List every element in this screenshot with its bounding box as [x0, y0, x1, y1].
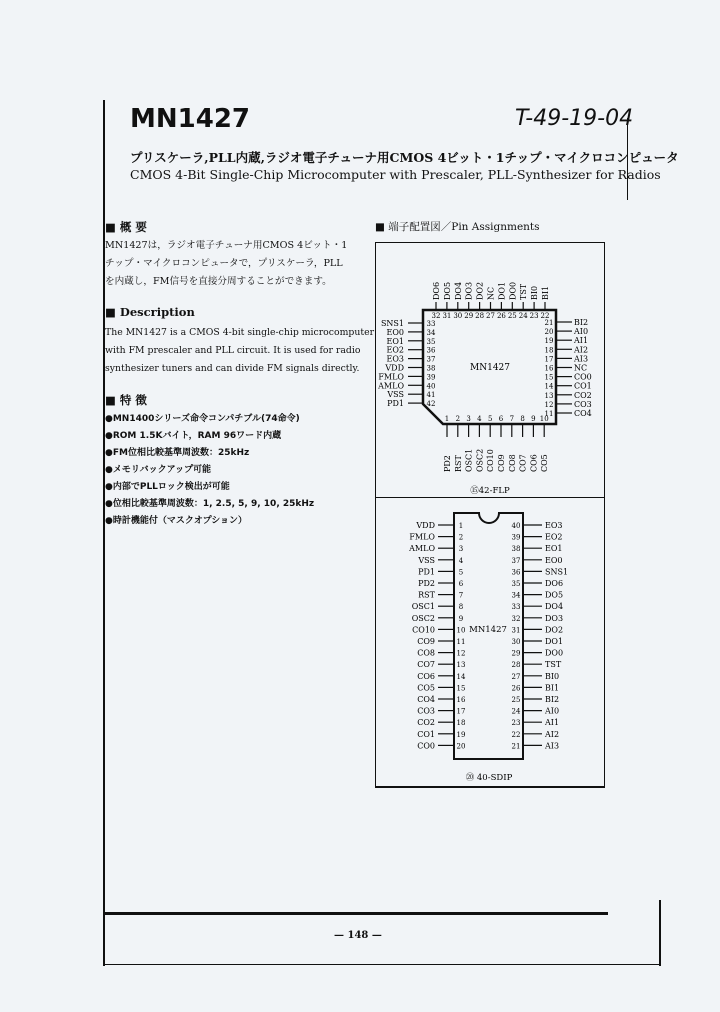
pin-label: CO7 [417, 660, 435, 670]
pin-label: CO0 [417, 741, 435, 751]
pin-number: 40 [511, 522, 521, 530]
pin-label: BI2 [545, 695, 560, 704]
pin-label: CO6 [529, 454, 539, 472]
pin-number: 1 [458, 522, 464, 530]
pin-number: 8 [458, 603, 464, 612]
pin-number: 16 [544, 364, 554, 373]
pin-number: 23 [529, 312, 539, 320]
handwritten-code: T-49-19-04 [515, 106, 634, 131]
pin-number: 15 [456, 684, 466, 693]
pin-label: AMLO [409, 544, 435, 554]
pin-number: 4 [458, 556, 464, 565]
pin-number: 23 [511, 719, 521, 728]
pin-label: RST [453, 455, 463, 472]
pin-label: EO3 [545, 521, 563, 530]
pin-label: EO2 [386, 345, 404, 355]
pin-number: 32 [431, 312, 441, 320]
pin-label: CO4 [417, 695, 435, 704]
pin-number: 20 [456, 742, 466, 751]
pin-number: 32 [511, 614, 521, 623]
pin-label: PD2 [418, 579, 435, 588]
pin-number: 21 [544, 319, 554, 327]
pin-number: 33 [511, 603, 521, 612]
pin-number: 14 [544, 382, 554, 391]
pin-label: DO2 [545, 625, 564, 635]
description-line: synthesizer tuners and can divide FM signals directly. [105, 363, 360, 374]
pin-label: CO6 [417, 671, 435, 681]
pin-number: 24 [518, 312, 528, 320]
pin-number: 25 [511, 696, 521, 704]
pin-number: 6 [498, 415, 504, 423]
pin-label: CO9 [497, 454, 506, 472]
pin-number: 41 [426, 391, 436, 400]
pin-label: NC [486, 286, 496, 300]
pin-number: 8 [520, 415, 525, 423]
pin-number: 10 [456, 626, 466, 635]
pin-label: CO0 [574, 372, 592, 382]
pin-label: AI3 [545, 741, 560, 751]
pin-label: OSC2 [411, 613, 435, 623]
pin-label: AI3 [574, 354, 589, 364]
pin-number: 1 [444, 415, 450, 423]
pin-number: 14 [456, 672, 466, 681]
pin-number: 30 [453, 312, 463, 320]
pin-label: NC [574, 363, 588, 373]
pin-label: VDD [416, 521, 435, 530]
pin-label: PD1 [387, 399, 404, 409]
pin-number: 28 [511, 661, 521, 670]
pin-label: DO0 [545, 648, 564, 658]
pin-number: 15 [544, 373, 554, 382]
pin-number: 34 [511, 591, 521, 600]
overview-line: MN1427は，ラジオ電子チューナ用CMOS 4ビット・1 [105, 240, 348, 251]
pin-number: 3 [466, 415, 471, 423]
pin-number: 5 [458, 568, 464, 577]
pin-label: DO0 [508, 281, 518, 300]
pin-label: DO6 [432, 281, 441, 300]
pin-number: 26 [496, 312, 506, 320]
pin-number: 27 [486, 312, 495, 320]
pin-label: EO2 [545, 532, 563, 542]
pin-number: 26 [511, 684, 521, 693]
feature-item: ●FM位相比較基準周波数：25kHz [105, 448, 250, 458]
pin-number: 5 [487, 415, 493, 423]
pin-label: CO5 [417, 683, 435, 693]
pin-number: 2 [455, 415, 461, 423]
pin-label: CO9 [417, 637, 435, 646]
pin-number: 22 [511, 730, 521, 739]
pin-label: DO1 [497, 281, 507, 300]
pin-number: 37 [426, 355, 436, 364]
pin-number: 30 [511, 638, 521, 646]
pin-label: DO3 [464, 281, 474, 300]
features-heading: ■ 特 徴 [105, 393, 147, 407]
pin-number: 38 [511, 545, 521, 554]
page-number: — 148 — [334, 930, 382, 941]
pin-label: CO2 [417, 718, 435, 728]
pin-label: AI0 [545, 706, 560, 716]
pin-label: SNS1 [545, 567, 569, 577]
pin-number: 17 [456, 707, 466, 716]
pin-assignments-heading: ■ 端子配置図／Pin Assignments [375, 221, 540, 233]
pin-number: 11 [456, 638, 466, 646]
feature-item: ●内部でPLLロック検出が可能 [105, 482, 230, 492]
pin-label: CO10 [412, 625, 435, 635]
pin-label: BI0 [545, 671, 560, 681]
pin-label: TST [519, 283, 529, 300]
pin-label: DO3 [545, 613, 564, 623]
pin-number: 25 [507, 312, 517, 320]
description-heading: ■ Description [105, 305, 195, 319]
dip-chip-label: MN1427 [469, 625, 507, 635]
pin-number: 12 [456, 649, 466, 658]
pin-number: 13 [544, 391, 554, 400]
pin-number: 18 [544, 346, 554, 355]
overview-heading: ■ 概 要 [105, 220, 147, 234]
pin-number: 33 [426, 320, 436, 328]
pin-label: OSC1 [411, 602, 435, 612]
pin-label: RST [418, 590, 435, 600]
description-line: The MN1427 is a CMOS 4-bit single-chip microcomputer [105, 327, 375, 338]
pin-label: BI2 [574, 318, 589, 327]
feature-item: ●メモリバックアップ可能 [105, 465, 211, 475]
pin-label: EO1 [386, 336, 404, 346]
pin-number: 36 [426, 346, 436, 355]
pin-number: 6 [458, 580, 464, 588]
pin-number: 7 [509, 415, 515, 423]
pin-label: FMLO [409, 532, 435, 542]
pin-number: 31 [511, 626, 521, 635]
pin-number: 16 [456, 696, 466, 704]
pin-number: 2 [458, 533, 464, 542]
pin-label: AMLO [378, 381, 404, 391]
pin-label: CO1 [574, 381, 592, 391]
feature-item: ●MN1400シリーズ命令コンパチブル(74命令) [105, 414, 300, 424]
overview-line: チップ・マイクロコンピュータで，プリスケーラ，PLL [105, 258, 343, 269]
pin-label: BI1 [545, 683, 560, 693]
dip-diagram [408, 513, 568, 783]
pin-label: AI2 [574, 345, 589, 355]
subtitle-japanese: プリスケーラ,PLL内蔵,ラジオ電子チューナ用CMOS 4ビット・1チップ・マイクロコンピュータ [130, 150, 679, 165]
pin-label: DO5 [442, 281, 452, 300]
pin-label: CO5 [540, 454, 550, 472]
pin-number: 31 [442, 312, 452, 320]
pin-label: CO4 [574, 409, 592, 418]
subtitle-english: CMOS 4-Bit Single-Chip Microcomputer with Prescaler, PLL-Synthesizer for Radios [130, 167, 661, 182]
pin-number: 3 [458, 545, 464, 554]
pin-label: OSC1 [464, 448, 474, 472]
pin-label: BI1 [541, 285, 550, 300]
pin-number: 39 [426, 373, 436, 382]
pin-number: 10 [539, 415, 549, 423]
pin-label: FMLO [378, 372, 404, 382]
pin-number: 9 [458, 614, 464, 623]
pin-label: DO2 [475, 281, 485, 300]
pin-label: DO6 [545, 579, 564, 588]
pin-label: BI0 [530, 285, 540, 300]
pin-number: 19 [456, 730, 466, 739]
pin-label: OSC2 [475, 448, 485, 472]
part-number-title: MN1427 [130, 104, 250, 134]
pin-label: PD1 [418, 567, 435, 577]
pin-number: 4 [477, 415, 482, 423]
pin-number: 9 [531, 415, 536, 423]
pin-label: DO4 [453, 281, 463, 300]
qfp-caption: ⑮42-FLP [470, 486, 510, 496]
pin-number: 42 [426, 400, 436, 409]
pin-number: 29 [464, 312, 474, 320]
pin-label: CO1 [417, 729, 435, 739]
pin-label: CO8 [507, 454, 517, 472]
pin-label: VSS [418, 555, 435, 565]
pin-label: CO2 [574, 390, 592, 400]
pin-label: SNS1 [380, 319, 404, 328]
pin-number: 36 [511, 568, 521, 577]
pin-label: DO1 [545, 637, 564, 646]
pin-number: 19 [544, 337, 554, 346]
pin-label: AI1 [574, 336, 589, 346]
pin-label: DO4 [545, 602, 564, 612]
pin-label: CO8 [417, 648, 435, 658]
pin-number: 29 [511, 649, 521, 658]
pin-label: EO0 [545, 555, 563, 565]
pin-number: 17 [544, 355, 554, 364]
pin-label: CO10 [486, 449, 496, 472]
pin-number: 39 [511, 533, 521, 542]
pin-label: AI1 [545, 718, 560, 728]
pin-label: AI2 [545, 729, 560, 739]
pin-number: 24 [511, 707, 521, 716]
pin-label: EO1 [545, 544, 563, 554]
qfp-diagram [377, 282, 592, 496]
pin-label: CO3 [417, 706, 435, 716]
pin-number: 35 [511, 580, 521, 588]
pin-number: 12 [544, 400, 554, 409]
pin-number: 35 [426, 337, 436, 346]
pin-label: EO3 [386, 354, 404, 364]
pin-number: 18 [456, 719, 466, 728]
pin-label: CO7 [518, 454, 528, 472]
pin-number: 11 [544, 410, 554, 418]
pin-number: 38 [426, 364, 436, 373]
pin-number: 28 [475, 312, 485, 320]
pin-label: VSS [387, 390, 404, 400]
pin-label: CO3 [574, 399, 592, 409]
pin-label: EO0 [386, 327, 404, 337]
pin-number: 37 [511, 556, 521, 565]
pin-label: DO5 [545, 590, 564, 600]
pin-label: VDD [385, 363, 404, 373]
pin-number: 13 [456, 661, 466, 670]
pin-number: 22 [540, 312, 550, 320]
feature-item: ●時計機能付（マスクオプション） [105, 516, 248, 526]
qfp-chip-label: MN1427 [470, 363, 510, 373]
feature-item: ●ROM 1.5Kバイト，RAM 96ワード内蔵 [105, 431, 282, 441]
pin-number: 40 [426, 382, 436, 391]
pin-number: 20 [544, 328, 554, 337]
feature-item: ●位相比較基準周波数：1, 2.5, 5, 9, 10, 25kHz [105, 499, 315, 509]
pin-label: PD2 [443, 455, 452, 472]
pin-label: AI0 [574, 327, 589, 337]
dip-caption: ⑳ 40-SDIP [465, 773, 513, 783]
pin-label: TST [545, 660, 562, 670]
pin-number: 7 [458, 591, 464, 600]
description-line: with FM prescaler and PLL circuit. It is used for radio [105, 345, 361, 356]
pin-number: 21 [511, 742, 521, 751]
overview-line: を内蔵し，FM信号を直接分周することができます。 [105, 276, 332, 287]
pin-number: 34 [426, 328, 436, 337]
pin-number: 27 [511, 672, 521, 681]
